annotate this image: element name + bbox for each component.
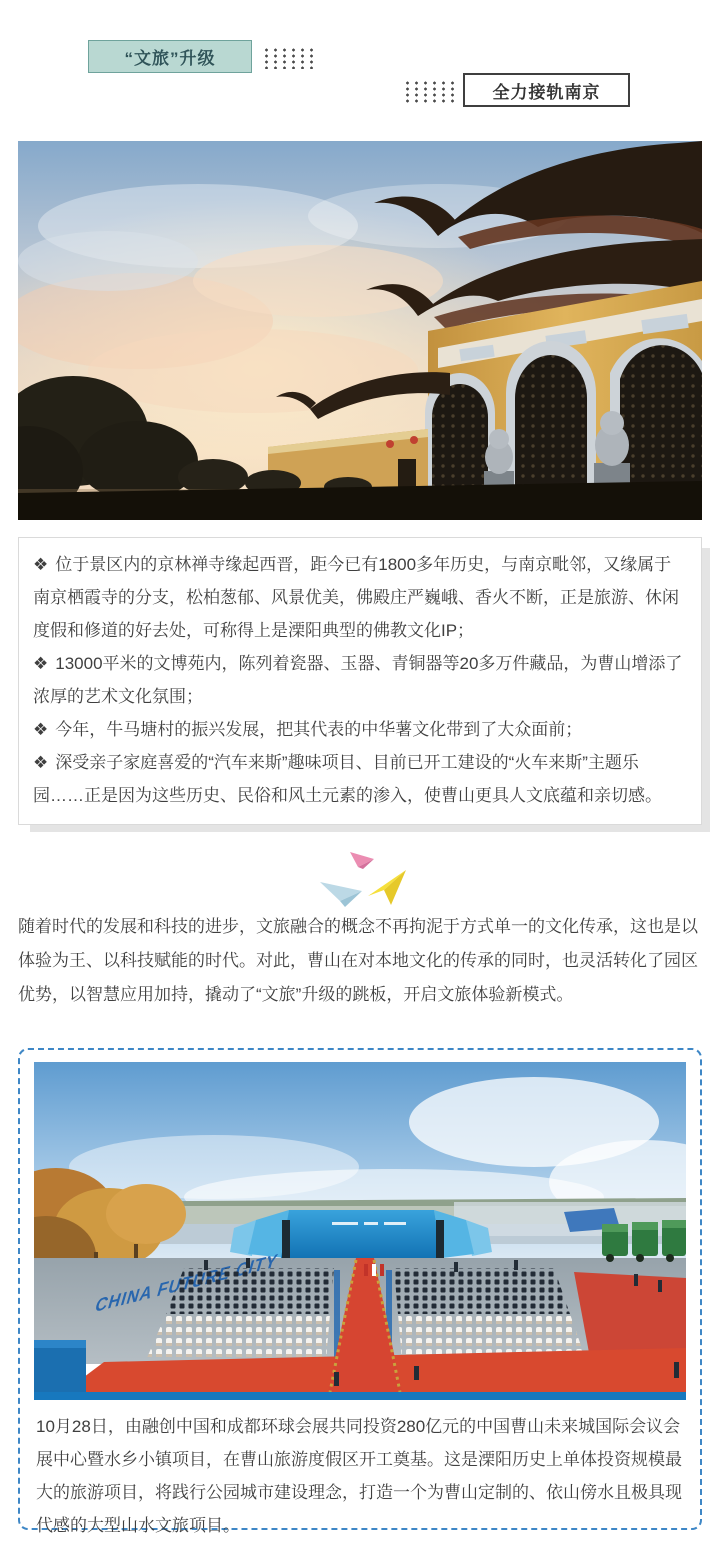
diamond-bullet-icon: ❖ xyxy=(33,753,49,772)
highlight-item xyxy=(33,647,687,713)
highlight-text: 今年，牛马塘村的振兴发展，把其代表的中华薯文化带到了大众面前； xyxy=(55,720,583,739)
diamond-bullet-icon: ❖ xyxy=(33,555,49,574)
section-badge-culture-tourism-upgrade: “文旅”升级 xyxy=(88,40,252,73)
highlight-text: 13000平米的文博苑内，陈列着瓷器、玉器、青铜器等20多万件藏品，为曹山增添了浓厚的艺术文化氛围； xyxy=(33,654,683,706)
highlight-item xyxy=(33,548,687,647)
project-paragraph: 10月28日，由融创中国和成都环球会展共同投资280亿元的中国曹山未来城国际会议会展中心暨水乡小镇项目，在曹山旅游度假区开工奠基。这是溧阳历史上单体投资规模最大的旅游项目，将践行公园城市建设理念，打造一个为曹山定制的、依山傍水且极具现代感的大型山水文旅项目。 xyxy=(36,1417,682,1535)
paper-planes-divider xyxy=(310,848,414,908)
temple-photo-art xyxy=(18,141,702,520)
dot-grid-icon xyxy=(261,46,314,69)
diamond-bullet-icon: ❖ xyxy=(33,720,49,739)
plaza-sign-text: CHINA CITY xyxy=(92,1249,281,1317)
dot-grid-icon xyxy=(402,79,458,104)
ceremony-photo-art xyxy=(34,1062,686,1400)
highlight-text: 位于景区内的京林禅寺缘起西晋，距今已有1800多年历史，与南京毗邻，又缘属于南京栖霞寺的分支，松柏葱郁、风景优美，佛殿庄严巍峨、香火不断，正是旅游、休闲度假和修道的好去处，可称得上是溧阳典型的佛教文化IP； xyxy=(33,555,679,640)
highlights-box xyxy=(18,537,702,825)
highlight-text: 深受亲子家庭喜爱的“汽车来斯”趣味项目、目前已开工建设的“火车来斯”主题乐园……正是因为这些历史、民俗和风土元素的渗入，使曹山更具人文底蕴和亲切感。 xyxy=(33,753,662,805)
diamond-bullet-icon: ❖ xyxy=(33,654,49,673)
groundbreaking-ceremony-photo[interactable] xyxy=(34,1062,686,1400)
section-badge-connect-nanjing: 全力接轨南京 xyxy=(463,73,630,107)
paper-planes-icon xyxy=(310,848,414,908)
temple-gate-sunset-photo[interactable] xyxy=(18,141,702,520)
highlight-item xyxy=(33,746,687,812)
project-announcement-box xyxy=(18,1048,702,1535)
highlight-item xyxy=(33,713,687,746)
article-paragraph: 随着时代的发展和科技的进步，文旅融合的概念不再拘泥于方式单一的文化传承，这也是以体验为王、以科技赋能的时代。对此，曹山在对本地文化的传承的同时，也灵活转化了园区优势，以智慧应用加持，撬动了“文旅”升级的跳板，开启文旅体验新模式。 xyxy=(18,917,698,1004)
